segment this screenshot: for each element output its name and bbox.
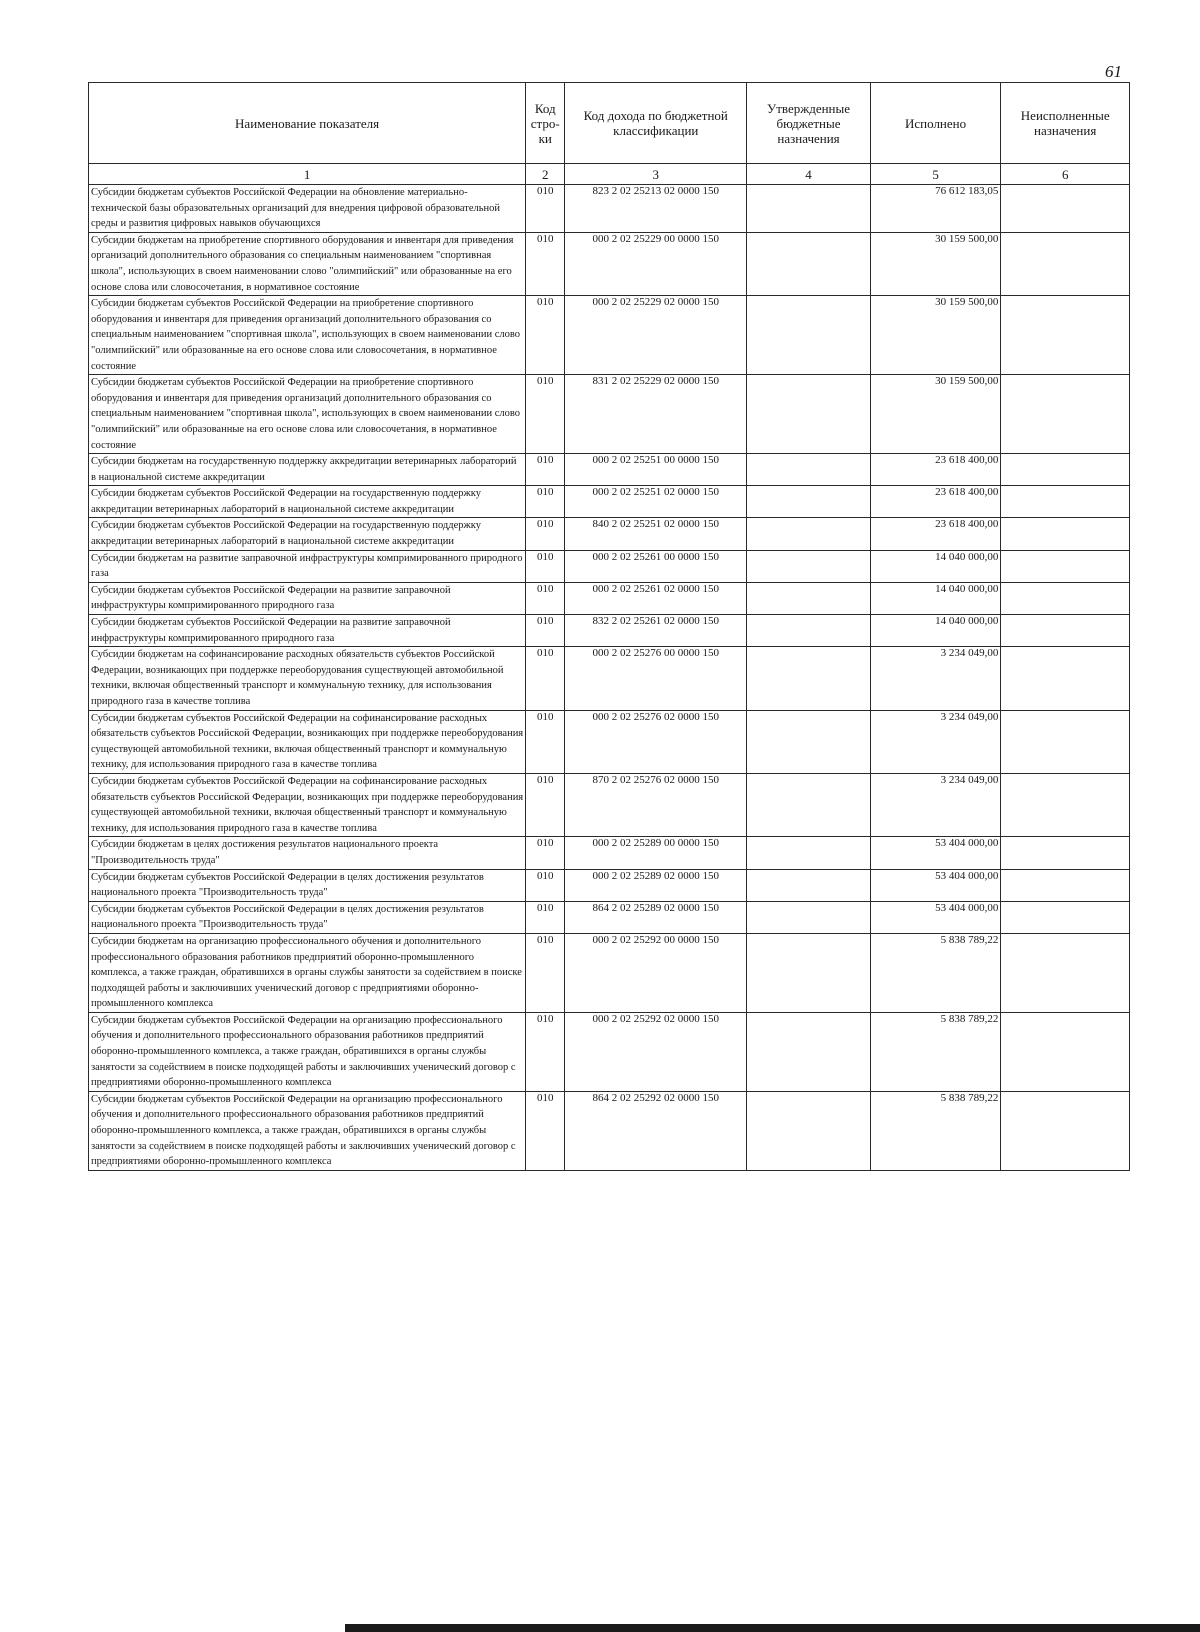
- row-line-code: 010: [526, 647, 565, 710]
- row-remaining: [1001, 710, 1130, 773]
- column-number: 4: [747, 164, 870, 185]
- page-number: 61: [1105, 62, 1122, 81]
- row-remaining: [1001, 1012, 1130, 1091]
- row-executed: 76 612 183,05: [870, 185, 1001, 233]
- row-line-code: 010: [526, 615, 565, 647]
- row-executed: 3 234 049,00: [870, 710, 1001, 773]
- table-row: [89, 582, 1130, 614]
- column-numbers-row: [89, 164, 1130, 185]
- header-executed: Исполнено: [870, 83, 1001, 164]
- table-row: [89, 296, 1130, 375]
- row-remaining: [1001, 185, 1130, 233]
- row-remaining: [1001, 375, 1130, 454]
- row-name: Субсидии бюджетам в целях достижения результатов национального проекта "Производительность труда": [89, 837, 526, 869]
- row-income-code: 840 2 02 25251 02 0000 150: [565, 518, 747, 550]
- row-approved: [747, 647, 870, 710]
- table-row: [89, 837, 1130, 869]
- row-line-code: 010: [526, 185, 565, 233]
- row-name: Субсидии бюджетам субъектов Российской Федерации на софинансирование расходных обязательств субъектов Российской Федерации, возникающих при поддержке переоборудования существующей автомобильной техники, включая общественный транспорт и коммунальную технику, для использования природного газа в качестве топлива: [89, 710, 526, 773]
- row-approved: [747, 615, 870, 647]
- row-approved: [747, 550, 870, 582]
- row-remaining: [1001, 773, 1130, 836]
- row-income-code: 831 2 02 25229 02 0000 150: [565, 375, 747, 454]
- row-name: Субсидии бюджетам субъектов Российской Федерации в целях достижения результатов национального проекта "Производительность труда": [89, 901, 526, 933]
- table-row: [89, 185, 1130, 233]
- row-income-code: 000 2 02 25251 00 0000 150: [565, 454, 747, 486]
- table-row: [89, 232, 1130, 295]
- row-line-code: 010: [526, 933, 565, 1012]
- row-line-code: 010: [526, 454, 565, 486]
- column-number: 1: [89, 164, 526, 185]
- header-income-code: Код дохода по бюджетной классификации: [565, 83, 747, 164]
- row-executed: 23 618 400,00: [870, 486, 1001, 518]
- row-remaining: [1001, 615, 1130, 647]
- row-name: Субсидии бюджетам субъектов Российской Федерации на обновление материально-технической базы образовательных организаций для внедрения цифровой образовательной среды и развития цифровых навыков обучающихся: [89, 185, 526, 233]
- row-remaining: [1001, 296, 1130, 375]
- row-name: Субсидии бюджетам на приобретение спортивного оборудования и инвентаря для приведения организаций дополнительного образования со специальным наименованием "спортивная школа", использующих в своем наименовании слово "олимпийский" или образованные на его основе слова или словосочетания, в нормативное состояние: [89, 232, 526, 295]
- row-remaining: [1001, 232, 1130, 295]
- row-executed: 5 838 789,22: [870, 933, 1001, 1012]
- row-executed: 53 404 000,00: [870, 837, 1001, 869]
- table-row: [89, 710, 1130, 773]
- row-line-code: 010: [526, 710, 565, 773]
- row-name: Субсидии бюджетам на софинансирование расходных обязательств субъектов Российской Федерации, возникающих при поддержке переоборудования существующей автомобильной техники, включая общественный транспорт и коммунальную технику, для использования природного газа в качестве топлива: [89, 647, 526, 710]
- row-approved: [747, 375, 870, 454]
- row-line-code: 010: [526, 1012, 565, 1091]
- row-executed: 30 159 500,00: [870, 296, 1001, 375]
- header-name: Наименование показателя: [89, 83, 526, 164]
- row-line-code: 010: [526, 518, 565, 550]
- row-remaining: [1001, 647, 1130, 710]
- row-executed: 3 234 049,00: [870, 647, 1001, 710]
- row-income-code: 000 2 02 25261 00 0000 150: [565, 550, 747, 582]
- column-number: 6: [1001, 164, 1130, 185]
- table-row: [89, 454, 1130, 486]
- row-approved: [747, 454, 870, 486]
- row-name: Субсидии бюджетам субъектов Российской Федерации на развитие заправочной инфраструктуры компримированного природного газа: [89, 615, 526, 647]
- row-approved: [747, 486, 870, 518]
- row-name: Субсидии бюджетам субъектов Российской Федерации на организацию профессионального обучения и дополнительного профессионального образования работников предприятий оборонно-промышленного комплекса, а также граждан, обратившихся в органы службы занятости за содействием в поиске подходящей работы и заключивших ученический договор с предприятиями оборонно-промышленного комплекса: [89, 1012, 526, 1091]
- row-income-code: 832 2 02 25261 02 0000 150: [565, 615, 747, 647]
- row-executed: 30 159 500,00: [870, 375, 1001, 454]
- column-number: 3: [565, 164, 747, 185]
- row-income-code: 000 2 02 25292 00 0000 150: [565, 933, 747, 1012]
- row-income-code: 000 2 02 25251 02 0000 150: [565, 486, 747, 518]
- table-row: [89, 1012, 1130, 1091]
- row-remaining: [1001, 837, 1130, 869]
- row-approved: [747, 933, 870, 1012]
- row-approved: [747, 710, 870, 773]
- row-approved: [747, 837, 870, 869]
- row-executed: 14 040 000,00: [870, 615, 1001, 647]
- row-approved: [747, 869, 870, 901]
- row-name: Субсидии бюджетам на организацию профессионального обучения и дополнительного профессионального образования работников предприятий оборонно-промышленного комплекса, а также граждан, обратившихся в органы службы занятости за содействием в поиске подходящей работы и заключивших ученический договор с предприятиями оборонно-промышленного комплекса: [89, 933, 526, 1012]
- row-line-code: 010: [526, 773, 565, 836]
- row-income-code: 000 2 02 25276 02 0000 150: [565, 710, 747, 773]
- row-income-code: 864 2 02 25289 02 0000 150: [565, 901, 747, 933]
- row-executed: 23 618 400,00: [870, 454, 1001, 486]
- row-name: Субсидии бюджетам на развитие заправочной инфраструктуры компримированного природного газа: [89, 550, 526, 582]
- row-executed: 5 838 789,22: [870, 1012, 1001, 1091]
- row-line-code: 010: [526, 582, 565, 614]
- row-name: Субсидии бюджетам субъектов Российской Федерации на приобретение спортивного оборудования и инвентаря для приведения организаций дополнительного образования со специальным наименованием "спортивная школа", использующих в своем наименовании слово "олимпийский" или образованные на его основе слова или словосочетания, в нормативное состояние: [89, 296, 526, 375]
- row-remaining: [1001, 486, 1130, 518]
- row-approved: [747, 773, 870, 836]
- row-executed: 53 404 000,00: [870, 901, 1001, 933]
- row-income-code: 000 2 02 25229 00 0000 150: [565, 232, 747, 295]
- row-income-code: 000 2 02 25289 02 0000 150: [565, 869, 747, 901]
- row-remaining: [1001, 1091, 1130, 1170]
- row-line-code: 010: [526, 901, 565, 933]
- table-row: [89, 375, 1130, 454]
- row-name: Субсидии бюджетам субъектов Российской Федерации на государственную поддержку аккредитации ветеринарных лабораторий в национальной системе аккредитации: [89, 518, 526, 550]
- row-line-code: 010: [526, 232, 565, 295]
- row-income-code: 870 2 02 25276 02 0000 150: [565, 773, 747, 836]
- row-approved: [747, 901, 870, 933]
- row-line-code: 010: [526, 486, 565, 518]
- table-row: [89, 901, 1130, 933]
- table-row: [89, 486, 1130, 518]
- row-executed: 23 618 400,00: [870, 518, 1001, 550]
- row-line-code: 010: [526, 869, 565, 901]
- column-number: 5: [870, 164, 1001, 185]
- row-name: Субсидии бюджетам субъектов Российской Федерации на приобретение спортивного оборудования и инвентаря для приведения организаций дополнительного образования со специальным наименованием "спортивная школа", использующих в своем наименовании слово "олимпийский" или образованные на его основе слова или словосочетания, в нормативное состояние: [89, 375, 526, 454]
- row-remaining: [1001, 550, 1130, 582]
- row-line-code: 010: [526, 1091, 565, 1170]
- header-remaining: Неисполненные назначения: [1001, 83, 1130, 164]
- table-row: [89, 773, 1130, 836]
- table-row: [89, 615, 1130, 647]
- row-line-code: 010: [526, 375, 565, 454]
- row-approved: [747, 582, 870, 614]
- column-number: 2: [526, 164, 565, 185]
- row-name: Субсидии бюджетам на государственную поддержку аккредитации ветеринарных лабораторий в национальной системе аккредитации: [89, 454, 526, 486]
- table-row: [89, 869, 1130, 901]
- row-approved: [747, 185, 870, 233]
- row-remaining: [1001, 582, 1130, 614]
- row-executed: 14 040 000,00: [870, 582, 1001, 614]
- row-executed: 30 159 500,00: [870, 232, 1001, 295]
- table-row: [89, 518, 1130, 550]
- row-income-code: 000 2 02 25292 02 0000 150: [565, 1012, 747, 1091]
- row-name: Субсидии бюджетам субъектов Российской Федерации на организацию профессионального обучения и дополнительного профессионального образования работников предприятий оборонно-промышленного комплекса, а также граждан, обратившихся в органы службы занятости за содействием в поиске подходящей работы и заключивших ученический договор с предприятиями оборонно-промышленного комплекса: [89, 1091, 526, 1170]
- row-remaining: [1001, 518, 1130, 550]
- row-executed: 14 040 000,00: [870, 550, 1001, 582]
- row-executed: 5 838 789,22: [870, 1091, 1001, 1170]
- row-approved: [747, 518, 870, 550]
- table-row: [89, 550, 1130, 582]
- row-name: Субсидии бюджетам субъектов Российской Федерации на государственную поддержку аккредитации ветеринарных лабораторий в национальной системе аккредитации: [89, 486, 526, 518]
- row-income-code: 000 2 02 25261 02 0000 150: [565, 582, 747, 614]
- row-remaining: [1001, 869, 1130, 901]
- row-line-code: 010: [526, 550, 565, 582]
- table-row: [89, 933, 1130, 1012]
- row-income-code: 000 2 02 25289 00 0000 150: [565, 837, 747, 869]
- budget-report-table: [88, 82, 1130, 1171]
- header-approved: Утвержденные бюджетные назначения: [747, 83, 870, 164]
- row-name: Субсидии бюджетам субъектов Российской Федерации на софинансирование расходных обязательств субъектов Российской Федерации, возникающих при поддержке переоборудования существующей автомобильной техники, включая общественный транспорт и коммунальную технику, для использования природного газа в качестве топлива: [89, 773, 526, 836]
- row-executed: 53 404 000,00: [870, 869, 1001, 901]
- row-line-code: 010: [526, 296, 565, 375]
- row-income-code: 000 2 02 25229 02 0000 150: [565, 296, 747, 375]
- row-name: Субсидии бюджетам субъектов Российской Федерации на развитие заправочной инфраструктуры компримированного природного газа: [89, 582, 526, 614]
- header-line-code: Код стро- ки: [526, 83, 565, 164]
- row-approved: [747, 296, 870, 375]
- row-remaining: [1001, 454, 1130, 486]
- table-header-row: [89, 83, 1130, 164]
- table-row: [89, 647, 1130, 710]
- scan-edge-bar: [345, 1624, 1200, 1632]
- row-line-code: 010: [526, 837, 565, 869]
- row-remaining: [1001, 933, 1130, 1012]
- row-income-code: 823 2 02 25213 02 0000 150: [565, 185, 747, 233]
- row-name: Субсидии бюджетам субъектов Российской Федерации в целях достижения результатов национального проекта "Производительность труда": [89, 869, 526, 901]
- row-income-code: 864 2 02 25292 02 0000 150: [565, 1091, 747, 1170]
- table-row: [89, 1091, 1130, 1170]
- row-executed: 3 234 049,00: [870, 773, 1001, 836]
- row-remaining: [1001, 901, 1130, 933]
- row-approved: [747, 1012, 870, 1091]
- row-approved: [747, 1091, 870, 1170]
- row-income-code: 000 2 02 25276 00 0000 150: [565, 647, 747, 710]
- row-approved: [747, 232, 870, 295]
